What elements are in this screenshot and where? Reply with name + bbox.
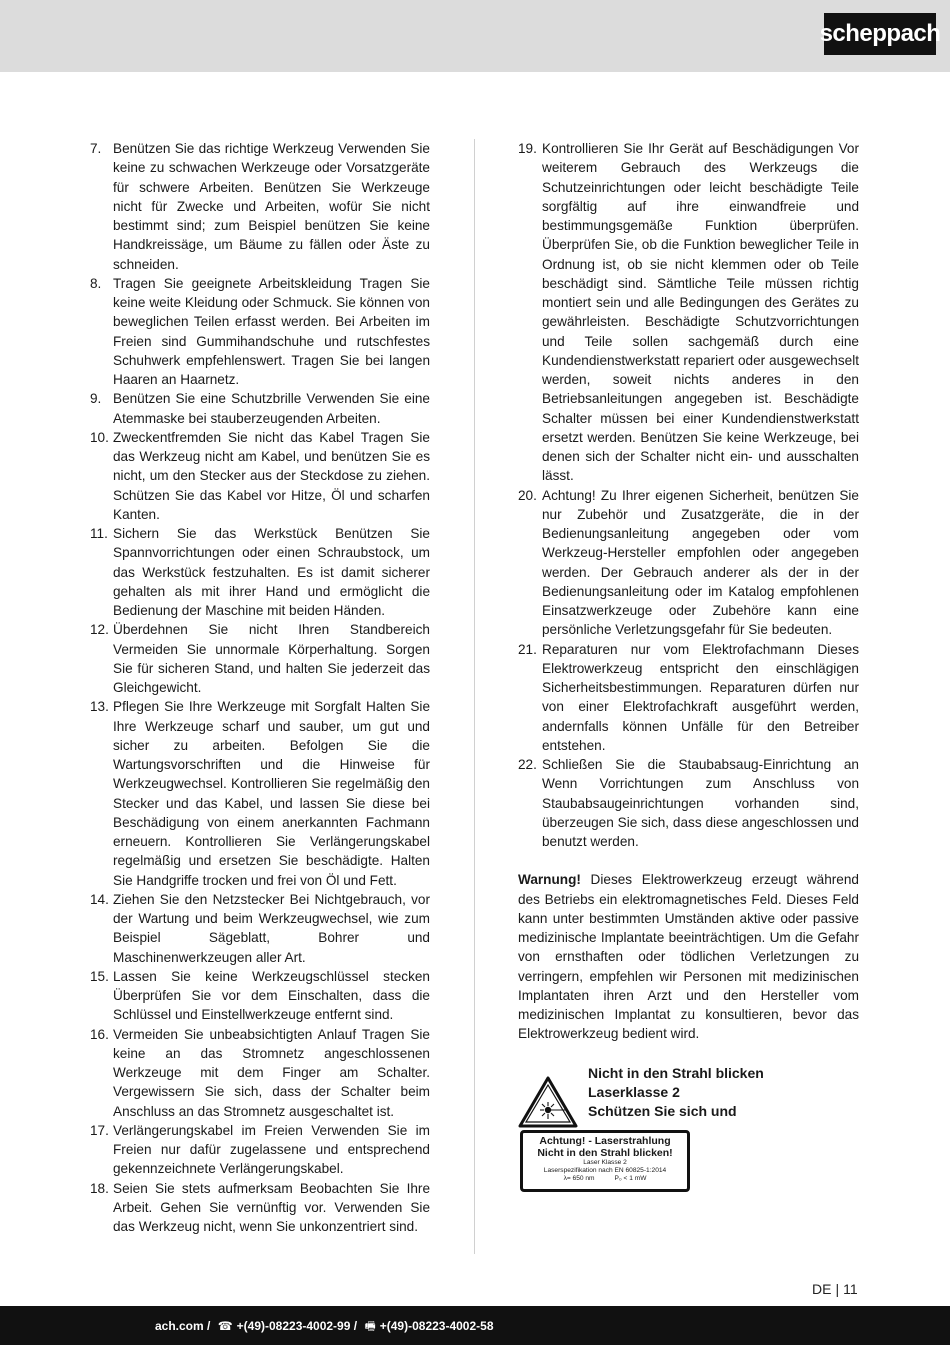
item-text: Vermeiden Sie unbeabsichtigten Anlauf Tragen Sie keine an das Stromnetz angeschlossenen Werkzeuge mit dem Finger am Schalter. Vergewissern Sie sich, dass der Schalter beim Anschluss an das Stromnetz ausgeschaltet ist.: [113, 1026, 430, 1119]
label-line-2: Nicht in den Strahl blicken!: [537, 1146, 673, 1159]
right-column: [518, 139, 859, 1200]
item-number: 18.: [90, 1180, 109, 1196]
list-item: [90, 697, 430, 890]
warning-text: Dieses Elektrowerkzeug erzeugt während des Betriebs ein elektromagnetisches Feld. Dieses Feld kann unter bestimmten Umständen aktive oder passive medizinische Implantate beeinträchtigen. Um die Gefahr von ernsthaften oder tödlichen Verletzungen zu verringern, empfehlen wir Personen mit medizinischen Implantaten ihren Arzt und den Hersteller vom medizinischen Implantat zu konsultieren, bevor das Elektrowerkzeug bedient wird.: [518, 872, 859, 1042]
list-item: [90, 524, 430, 620]
footer-fax: +(49)-08223-4002-58: [379, 1319, 494, 1333]
item-text: Sichern Sie das Werkstück Benützen Sie Spannvorrichtungen oder einen Schraubstock, um das Werkstück festzuhalten. Es ist damit sicherer gehalten als mit ihrer Hand und ermöglicht die Bedienung der Maschine mit beiden Händen.: [113, 526, 430, 618]
item-text: Überdehnen Sie nicht Ihren Standbereich Vermeiden Sie unnormale Körperhaltung. Sorgen Sie für sicheren Stand, und halten Sie jederzeit das Gleichgewicht.: [113, 622, 430, 695]
item-number: 10.: [90, 429, 109, 445]
item-number: 15.: [90, 968, 109, 984]
list-item: [90, 620, 430, 697]
list-item: [518, 640, 859, 756]
page-separator: |: [835, 1281, 840, 1297]
language-code: DE: [812, 1281, 832, 1297]
left-column: [90, 139, 430, 1236]
label-line-1: Achtung! - Laserstrahlung: [539, 1134, 671, 1147]
item-number: 8.: [90, 275, 102, 291]
list-item: [518, 139, 859, 486]
list-item: [90, 967, 430, 1025]
label-power: P₀ < 1 mW: [614, 1174, 647, 1182]
list-item: [90, 1025, 430, 1121]
item-text: Benützen Sie das richtige Werkzeug Verwenden Sie keine zu schwachen Werkzeuge oder Vorsatzgeräte für schwere Arbeiten. Benützen Sie Werkzeuge nicht für Zwecke und Arbeiten, wofür Sie nicht bestimmt sind; zum Beispiel benützen Sie keine Handkreissäge, um Bäume zu fällen oder Äste zu schneiden.: [113, 141, 430, 272]
safety-list-left: [90, 139, 430, 1236]
footer-bar: [0, 1306, 950, 1345]
footer-phone: +(49)-08223-4002-99 /: [236, 1319, 358, 1333]
item-text: Lassen Sie keine Werkzeugschlüssel stecken Überprüfen Sie vor dem Einschalten, dass die Schlüssel und Einstellwerkzeuge entfernt sind.: [113, 968, 430, 1023]
item-number: 20.: [518, 487, 537, 503]
item-text: Zweckentfremden Sie nicht das Kabel Tragen Sie das Werkzeug nicht am Kabel, und benützen Sie es nicht, um den Stecker aus der Steckdose zu ziehen. Schützen Sie das Kabel vor Hitze, Öl und scharfen Kanten.: [113, 429, 430, 522]
footer-web: ach.com /: [155, 1319, 211, 1333]
item-number: 12.: [90, 622, 109, 638]
item-text: Kontrollieren Sie Ihr Gerät auf Beschädigungen Vor weiterem Gebrauch des Werkzeugs die Schutzeinrichtungen oder leicht beschädigte Teile sorgfältig auf ihre einwandfreie und bestimmungsgemäße Funktion überprüfen. Überprüfen Sie, ob die Funktion beweglicher Teile in Ordnung ist, ob sie nicht klemmen oder ob Teile beschädigt sind. Sämtliche Teile müssen richtig montiert sein und alle Bedingungen des Gerätes zu gewährleisten. Beschädigte Schutzvorrichtungen und Teile sollen sachgemäß durch eine Kundendienstwerkstatt repariert oder ausgewechselt werden, soweit nichts anderes in den Betriebsanleitungen angegeben ist. Beschädigte Schalter müssen bei einer Kundendienstwerkstatt ersetzt werden. Benützen Sie keine Werkzeuge, bei denen sich der Schalter nicht ein- und ausschalten lässt.: [542, 141, 859, 484]
item-text: Verlängerungskabel im Freien Verwenden Sie im Freien nur dafür zugelassene und entsprechend gekennzeichnete Verlängerungskabel.: [113, 1122, 430, 1177]
column-divider: [474, 139, 475, 1254]
item-number: 9.: [90, 391, 102, 407]
item-number: 16.: [90, 1026, 109, 1042]
item-text: Ziehen Sie den Netzstecker Bei Nichtgebrauch, vor der Wartung und beim Werkzeugwechsel, wie zum Beispiel Sägeblatt, Bohrer und Maschinenwerkzeugen aller Art.: [113, 891, 430, 965]
list-item: [90, 428, 430, 524]
list-item: [90, 1121, 430, 1179]
page-number-value: 11: [843, 1281, 858, 1297]
item-text: Schließen Sie die Staubabsaug-Einrichtung an Wenn Vorrichtungen zum Anschluss von Staubabsaugeinrichtungen vorhanden sind, überzeugen Sie sich, dass diese angeschlossen und benutzt werden.: [542, 757, 859, 849]
laser-heading-1: Nicht in den Strahl blicken: [588, 1064, 764, 1081]
laser-class-label: [520, 1130, 690, 1192]
list-item: [90, 1179, 430, 1237]
item-number: 21.: [518, 641, 537, 657]
label-line-4: Laserspezifikation nach EN 60825-1:2014: [543, 1166, 667, 1174]
item-text: Seien Sie stets aufmerksam Beobachten Sie Ihre Arbeit. Gehen Sie vernünftig vor. Verwenden Sie das Werkzeug nicht, wenn Sie unkonzentriert sind.: [113, 1180, 430, 1234]
phone-icon: ☎: [217, 1319, 233, 1333]
list-item: [518, 755, 859, 851]
item-number: 7.: [90, 141, 102, 156]
label-spec-row: [523, 1175, 687, 1183]
item-text: Reparaturen nur vom Elektrofachmann Dieses Elektrowerkzeug entspricht den einschlägigen Sicherheitsbestimmungen. Reparaturen dürfen nur von einer Elektrofachkraft ausgeführt werden, andernfalls können Unfälle für den Betreiber entstehen.: [542, 641, 859, 753]
safety-list-right: [518, 139, 859, 851]
laser-warning-block: [518, 1064, 859, 1200]
item-number: 22.: [518, 757, 537, 772]
header-band: [0, 0, 950, 72]
footer-contact: [155, 1317, 494, 1338]
list-item: [518, 486, 859, 640]
item-text: Pflegen Sie Ihre Werkzeuge mit Sorgfalt Halten Sie Ihre Werkzeuge scharf und sauber, um gut und sicher zu arbeiten. Befolgen Sie die Wartungsvorschriften und die Hinweise für Werkzeugwechsel. Kontrollieren Sie regelmäßig den Stecker und das Kabel, und lassen Sie diese bei Beschädigung von einem anerkannten Fachmann erneuern. Kontrollieren Sie Verlängerungskabel regelmäßig und ersetzen Sie beschädigte. Halten Sie Handgriffe trocken und frei von Öl und Fett.: [113, 699, 430, 888]
emf-warning: [518, 870, 859, 1043]
laser-hazard-icon: [518, 1076, 578, 1128]
item-text: Achtung! Zu Ihrer eigenen Sicherheit, benützen Sie nur Zubehör und Zusatzgeräte, die in der Bedienungsanleitung angegeben oder vom Werkzeug-Hersteller empfohlen oder angegeben werden. Der Gebrauch anderer als der in der Bedienungsanleitung oder im Katalog empfohlenen Einsatzwerkzeuge oder Zubehöre kann eine persönliche Verletzungsgefahr für Sie bedeuten.: [542, 487, 859, 638]
list-item: [90, 139, 430, 274]
label-line-3: Laser Klasse 2: [583, 1158, 627, 1166]
item-number: 19.: [518, 141, 537, 156]
warning-label: Warnung!: [518, 872, 581, 888]
item-number: 14.: [90, 891, 109, 907]
item-number: 11.: [90, 526, 108, 541]
list-item: [90, 274, 430, 390]
fax-icon: 🖷: [364, 1319, 376, 1333]
laser-headings: [588, 1064, 764, 1121]
laser-heading-2: Laserklasse 2: [588, 1083, 680, 1100]
scheppach-logo: scheppach: [824, 13, 936, 55]
item-number: 17.: [90, 1122, 109, 1138]
label-wavelength: λ= 650 nm: [563, 1174, 595, 1182]
item-number: 13.: [90, 699, 109, 715]
item-text: Benützen Sie eine Schutzbrille Verwenden Sie eine Atemmaske bei stauberzeugenden Arbeiten.: [113, 391, 430, 426]
list-item: [90, 389, 430, 428]
list-item: [90, 890, 430, 967]
page-number: [812, 1281, 858, 1297]
laser-heading-3: Schützen Sie sich und: [588, 1102, 737, 1119]
item-text: Tragen Sie geeignete Arbeitskleidung Tragen Sie keine weite Kleidung oder Schmuck. Sie können von beweglichen Teilen erfasst werden. Bei Arbeiten im Freien sind Gummihandschuhe und rutschfestes Schuhwerk empfehlenswert. Tragen Sie bei langen Haaren an Haarnetz.: [113, 275, 430, 387]
